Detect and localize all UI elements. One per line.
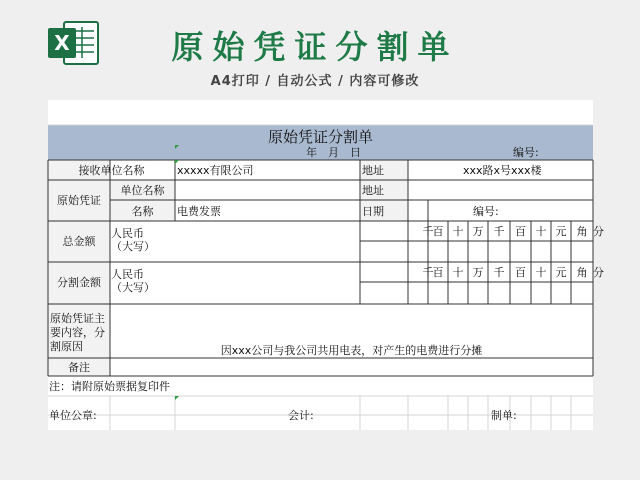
name-label: 名称 [131, 205, 154, 218]
excel-icon [44, 18, 102, 68]
number-label: 编号: [513, 146, 539, 159]
digit-header-cell: 十 [535, 266, 547, 279]
date-line: 年 月 日 [306, 146, 361, 159]
address-label-2: 地址 [362, 184, 384, 197]
attachment-note: 注：请附原始票据复印件 [49, 380, 170, 393]
digit-header-cell: 角 [576, 225, 588, 238]
number-label-2: 编号: [473, 205, 499, 218]
excel-logo-letter: X [54, 31, 70, 55]
page-title: 原始凭证分割单 [171, 28, 459, 66]
reason-label-line2: 要内容，分 [50, 326, 105, 339]
uppercase-label: （大写） [111, 240, 155, 253]
maker-label: 制单: [491, 409, 517, 422]
digit-header-cell: 十 [452, 225, 464, 238]
digit-header-cell: 百 [515, 266, 526, 279]
digit-header-cell: 十 [452, 266, 464, 279]
digit-header-cell: 百 [515, 225, 526, 238]
digit-header-cell: 百 [432, 225, 444, 238]
unit-name-label: 单位名称 [120, 184, 165, 197]
cell-comment-marker [175, 145, 179, 149]
reason-value[interactable]: 因xxx公司与我公司共用电表，对产生的电费进行分摊 [220, 344, 483, 357]
total-amount-label: 总金额 [62, 235, 96, 248]
cell-comment-marker [175, 160, 179, 164]
reason-label-line3: 割原因 [50, 340, 83, 353]
digit-header-cell: 分 [593, 225, 604, 238]
digit-header-cell: 元 [555, 225, 567, 238]
spreadsheet-form [48, 100, 604, 430]
reason-label-line1: 原始凭证主 [50, 312, 105, 325]
digit-header-cell: 万 [472, 225, 484, 238]
digit-header-cell: 百 [432, 266, 444, 279]
seal-label: 单位公章: [49, 409, 97, 422]
uppercase-label-2: （大写） [111, 281, 155, 294]
receiver-label: 接收单位名称 [78, 164, 145, 177]
rmb-label-2: 人民币 [111, 268, 144, 281]
digit-header-cell: 千 [422, 225, 434, 238]
page-subtitle: A4打印 / 自动公式 / 内容可修改 [210, 74, 420, 89]
receiver-value[interactable]: xxxxx有限公司 [177, 164, 254, 177]
remark-label: 备注 [68, 361, 90, 374]
digit-header-cell: 十 [535, 225, 547, 238]
digit-header-cell: 万 [472, 266, 484, 279]
digit-header-cell: 千 [493, 266, 505, 279]
digit-header-cell: 元 [555, 266, 567, 279]
digit-header-cell: 千 [493, 225, 505, 238]
name-value[interactable]: 电费发票 [177, 205, 221, 218]
rmb-label: 人民币 [111, 227, 144, 240]
address-label: 地址 [362, 164, 384, 177]
date-label: 日期 [362, 205, 384, 218]
form-title: 原始凭证分割单 [267, 128, 373, 146]
digit-header-cell: 角 [576, 266, 588, 279]
address-value[interactable]: xxx路x号xxx楼 [463, 164, 542, 177]
accountant-label: 会计: [288, 409, 314, 422]
original-voucher-label: 原始凭证 [57, 194, 101, 207]
digit-header-cell: 分 [593, 266, 604, 279]
digit-header-cell: 千 [422, 266, 434, 279]
split-amount-label: 分割金额 [57, 276, 101, 289]
cell-comment-marker [175, 396, 179, 400]
